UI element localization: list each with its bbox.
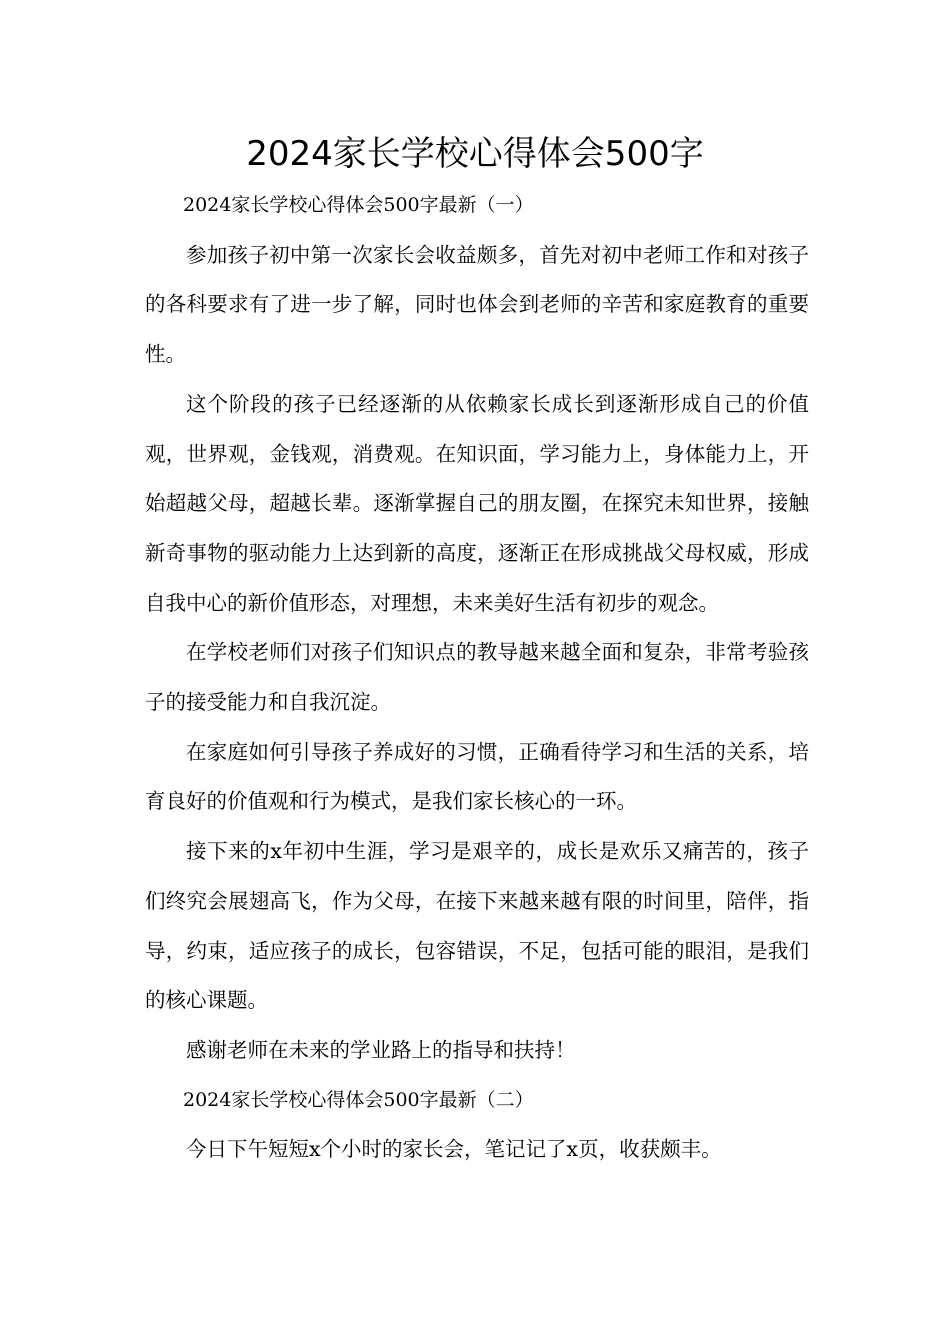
paragraph: 在学校老师们对孩子们知识点的教导越来越全面和复杂，非常考验孩子的接受能力和自我沉淀。 bbox=[145, 640, 809, 715]
document-body bbox=[145, 181, 809, 1175]
paragraph: 在家庭如何引导孩子养成好的习惯，正确看待学习和生活的关系，培育良好的价值观和行为模式，是我们家长核心的一环。 bbox=[145, 739, 809, 814]
section-heading-2: 2024家长学校心得体会500字最新（二） bbox=[183, 1088, 534, 1111]
paragraph: 今日下午短短x个小时的家长会，笔记记了x页，收获颇丰。 bbox=[186, 1137, 722, 1162]
paragraph: 感谢老师在未来的学业路上的指导和扶持！ bbox=[186, 1037, 576, 1062]
document-title: 2024家长学校心得体会500字 bbox=[246, 134, 704, 174]
section-heading-1: 2024家长学校心得体会500字最新（一） bbox=[183, 194, 534, 216]
paragraph: 接下来的x年初中生涯，学习是艰辛的，成长是欢乐又痛苦的，孩子们终究会展翅高飞，作为父母，在接下来越来越有限的时间里，陪伴，指导，约束，适应孩子的成长，包容错误，不足，包括可能的眼泪，是我们的核心课题。 bbox=[145, 839, 809, 1013]
paragraph: 这个阶段的孩子已经逐渐的从依赖家长成长到逐渐形成自己的价值观，世界观，金钱观，消费观。在知识面，学习能力上，身体能力上，开始超越父母，超越长辈。逐渐掌握自己的朋友圈，在探究未知世界，接触新奇事物的驱动能力上达到新的高度，逐渐正在形成挑战父母权威，形成自我中心的新价值形态，对理想，未来美好生活有初步的观念。 bbox=[145, 391, 809, 615]
paragraph: 参加孩子初中第一次家长会收益颇多，首先对初中老师工作和对孩子的各科要求有了进一步了解，同时也体会到老师的辛苦和家庭教育的重要性。 bbox=[145, 242, 809, 367]
